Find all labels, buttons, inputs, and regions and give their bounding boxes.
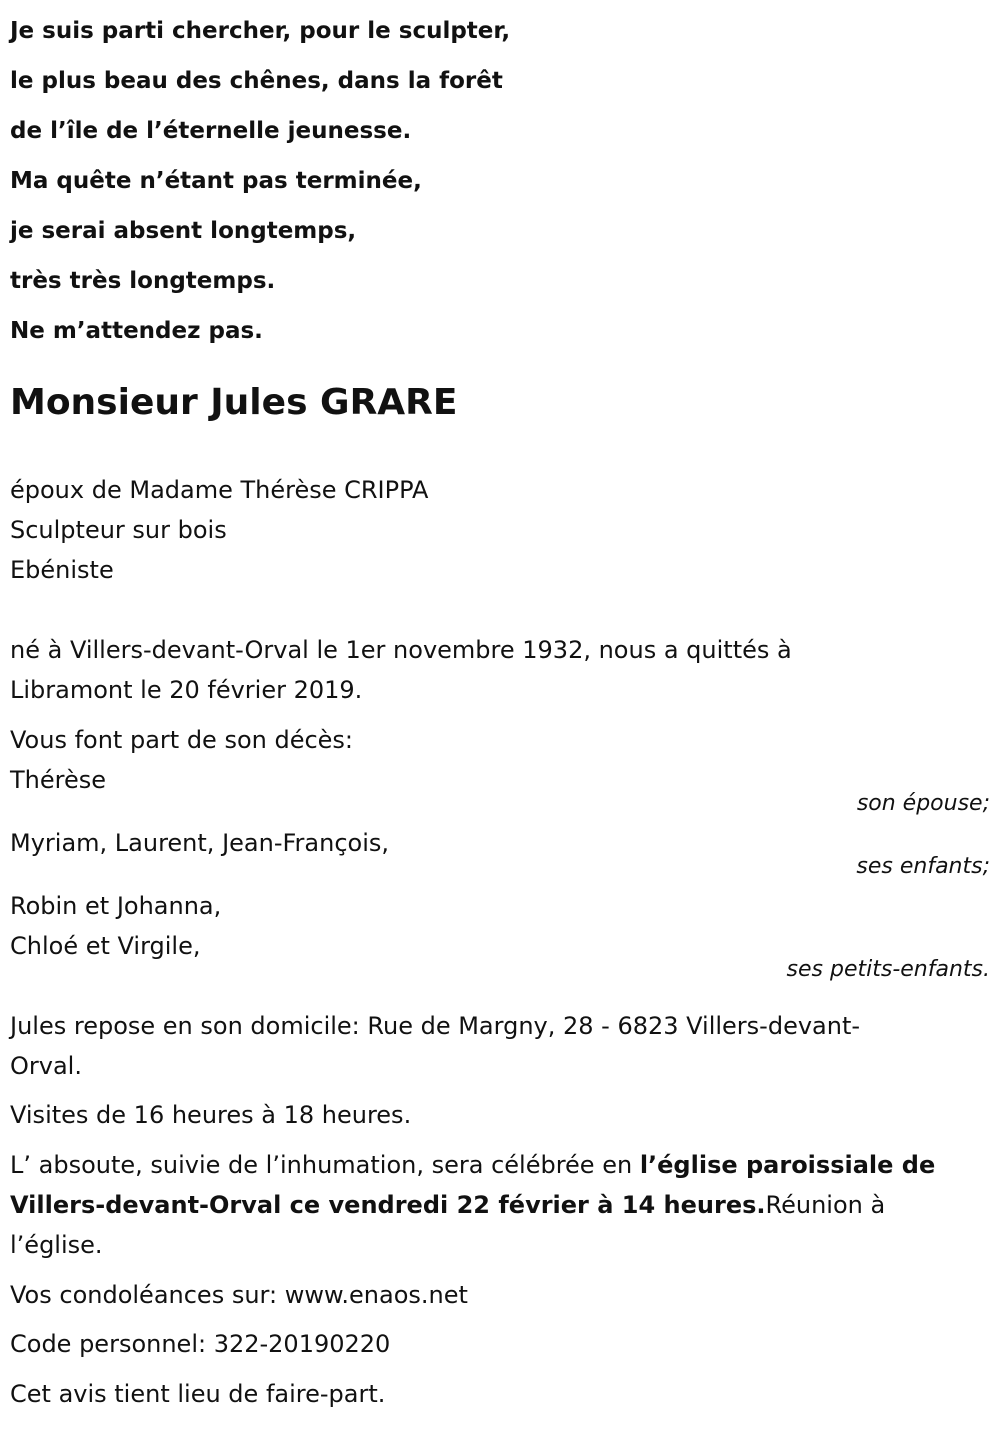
poem-line: je serai absent longtemps, (10, 218, 357, 244)
visiting-hours: Visites de 16 heures à 18 heures. (10, 1101, 412, 1129)
rest-location: Orval. (10, 1052, 82, 1080)
grandchildren-names: Chloé et Virgile, (10, 932, 201, 960)
notice-line: Cet avis tient lieu de faire-part. (10, 1380, 386, 1408)
rest-location: Jules repose en son domicile: Rue de Margny, 28 - 6823 Villers-devant- (10, 1012, 861, 1040)
spouse-line: époux de Madame Thérèse CRIPPA (10, 476, 429, 504)
poem-line: très très longtemps. (10, 268, 276, 294)
ceremony-reunion: Réunion à (765, 1191, 886, 1219)
grandchildren-role: ses petits-enfants. (786, 957, 990, 982)
profession-cabinetmaker: Ebéniste (10, 556, 114, 584)
grandchildren-names: Robin et Johanna, (10, 892, 222, 920)
ceremony-intro: L’ absoute, suivie de l’inhumation, sera célébrée en (10, 1151, 640, 1179)
poem-line: Je suis parti chercher, pour le sculpter, (10, 18, 511, 44)
birth-death-line: né à Villers-devant-Orval le 1er novembre 1932, nous a quittés à (10, 636, 792, 664)
deceased-name: Monsieur Jules GRARE (10, 382, 458, 423)
ceremony-place: l’église paroissiale de (639, 1151, 936, 1179)
personal-code: Code personnel: 322-20190220 (10, 1330, 391, 1358)
ceremony-line (10, 1145, 935, 1185)
spouse-name: Thérèse (10, 766, 107, 794)
poem-line: le plus beau des chênes, dans la forêt (10, 68, 503, 94)
condolences-line: Vos condoléances sur: www.enaos.net (10, 1281, 468, 1309)
poem (10, 6, 990, 356)
children-role: ses enfants; (856, 854, 990, 879)
birth-death-line: Libramont le 20 février 2019. (10, 676, 363, 704)
spouse-role: son épouse; (856, 791, 990, 816)
ceremony-date: Villers-devant-Orval ce vendredi 22 février à 14 heures. (10, 1191, 766, 1219)
poem-line: de l’île de l’éternelle jeunesse. (10, 118, 412, 144)
ceremony-line: l’église. (10, 1231, 103, 1259)
profession-sculptor: Sculpteur sur bois (10, 516, 227, 544)
children-names: Myriam, Laurent, Jean-François, (10, 829, 390, 857)
ceremony-line (10, 1185, 885, 1225)
family-intro: Vous font part de son décès: (10, 726, 354, 754)
poem-line: Ma quête n’étant pas terminée, (10, 168, 422, 194)
poem-line: Ne m’attendez pas. (10, 318, 263, 344)
